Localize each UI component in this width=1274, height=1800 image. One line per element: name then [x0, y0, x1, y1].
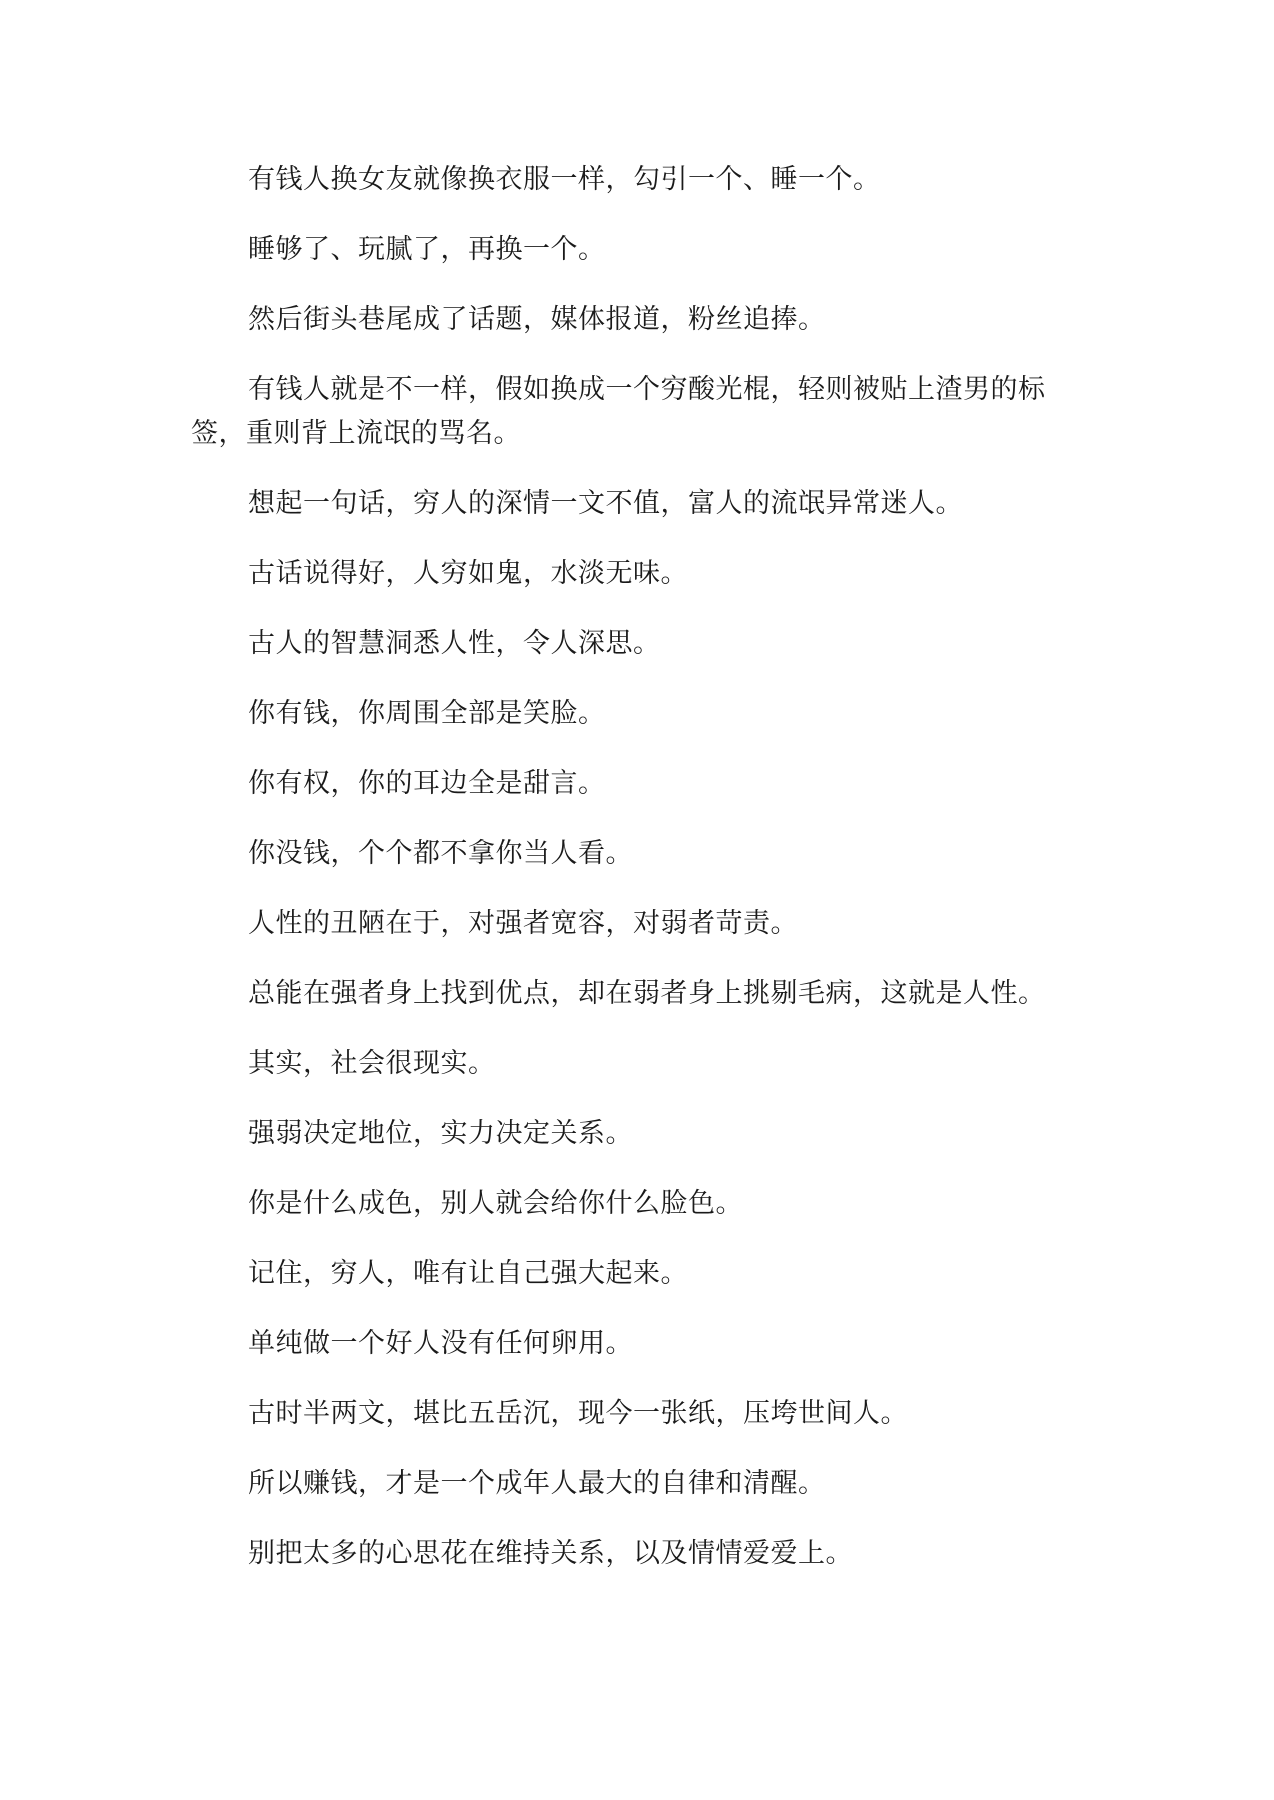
paragraph: 所以赚钱，才是一个成年人最大的自律和清醒。	[248, 1468, 826, 1499]
paragraph: 你是什么成色，别人就会给你什么脸色。	[248, 1188, 743, 1219]
paragraph: 睡够了、玩腻了，再换一个。	[248, 234, 606, 265]
paragraph: 古人的智慧洞悉人性，令人深思。	[248, 628, 661, 659]
paragraph: 古时半两文，堪比五岳沉，现今一张纸，压垮世间人。	[248, 1398, 908, 1429]
paragraph: 你有钱，你周围全部是笑脸。	[248, 698, 606, 729]
paragraph: 强弱决定地位，实力决定关系。	[248, 1118, 633, 1149]
paragraph: 总能在强者身上找到优点，却在弱者身上挑剔毛病，这就是人性。	[248, 978, 1046, 1009]
paragraph: 有钱人就是不一样，假如换成一个穷酸光棍，轻则被贴上渣男的标签，重则背上流氓的骂名。	[191, 374, 1046, 449]
paragraph: 记住，穷人，唯有让自己强大起来。	[248, 1258, 688, 1289]
paragraph: 人性的丑陋在于，对强者宽容，对弱者苛责。	[248, 908, 798, 939]
paragraph: 其实，社会很现实。	[248, 1048, 496, 1079]
paragraph: 古话说得好，人穷如鬼，水淡无味。	[248, 558, 688, 589]
paragraph: 然后街头巷尾成了话题，媒体报道，粉丝追捧。	[248, 304, 826, 335]
document-body	[191, 158, 1084, 1602]
paragraph: 别把太多的心思花在维持关系，以及情情爱爱上。	[248, 1538, 853, 1569]
paragraph: 单纯做一个好人没有任何卵用。	[248, 1328, 633, 1359]
paragraph: 你有权，你的耳边全是甜言。	[248, 768, 606, 799]
paragraph: 有钱人换女友就像换衣服一样，勾引一个、睡一个。	[248, 164, 881, 195]
paragraph: 想起一句话，穷人的深情一文不值，富人的流氓异常迷人。	[248, 488, 963, 519]
paragraph: 你没钱，个个都不拿你当人看。	[248, 838, 633, 869]
